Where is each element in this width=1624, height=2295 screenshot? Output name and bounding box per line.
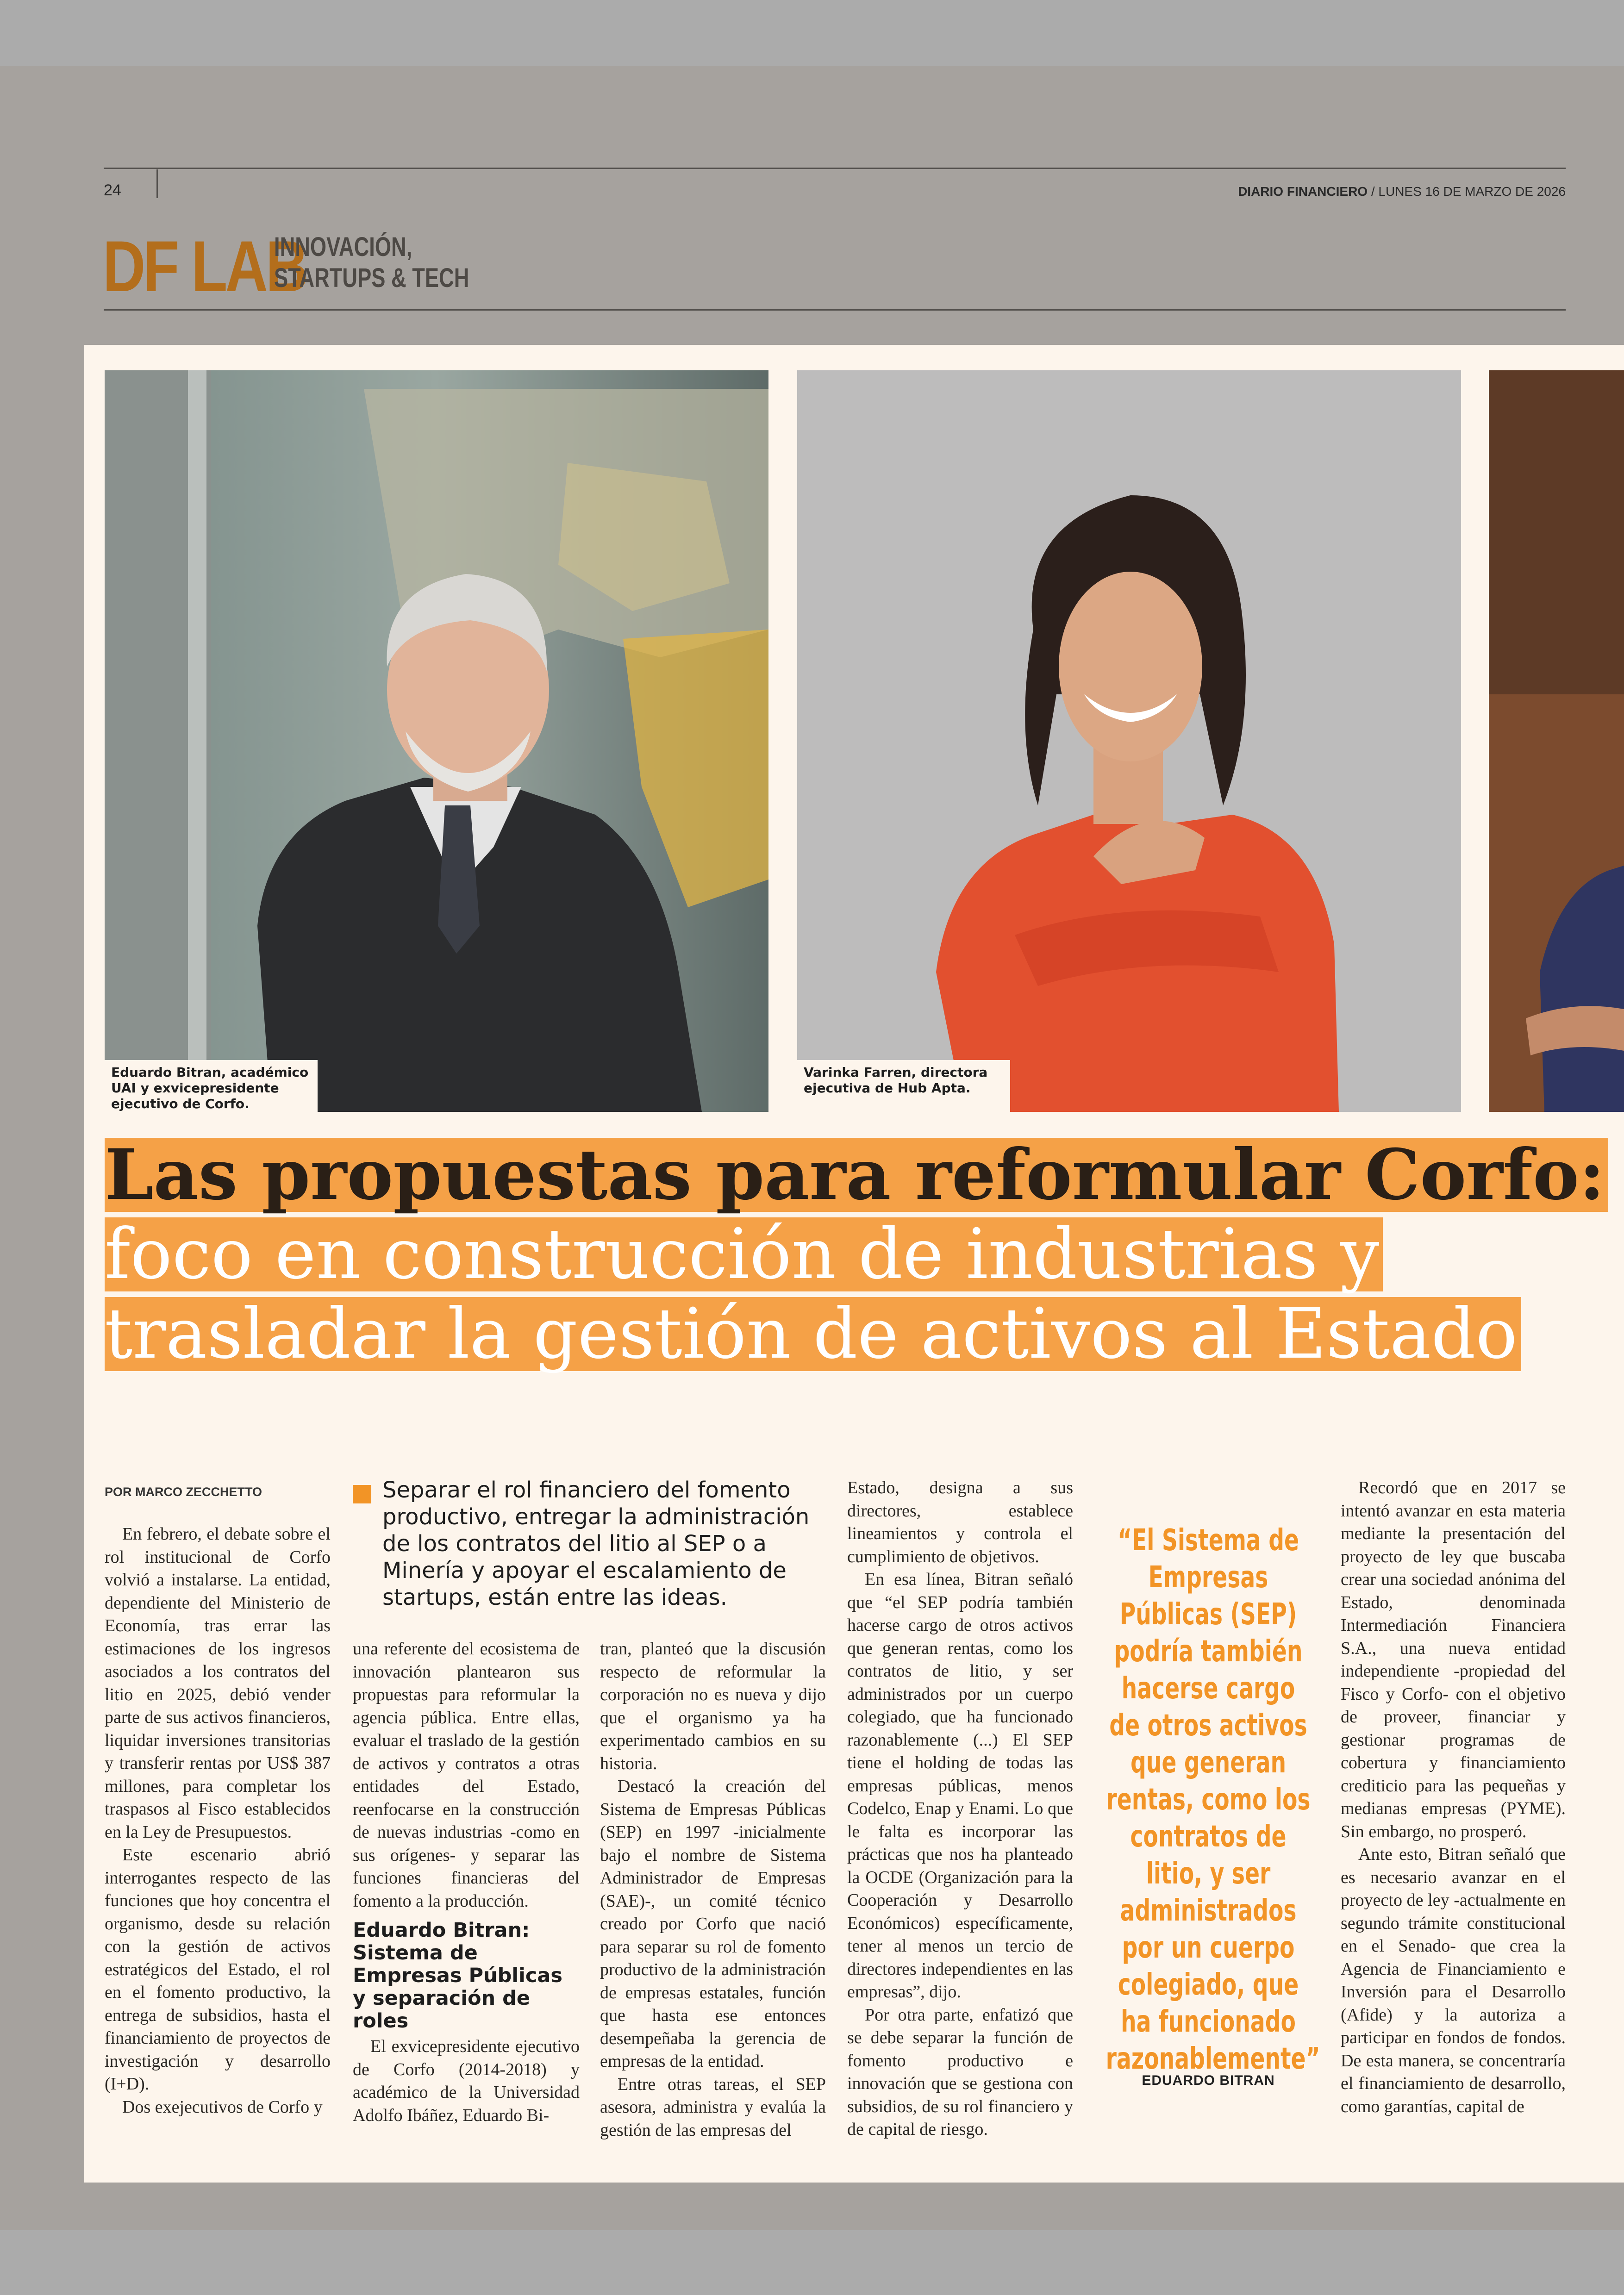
paragraph: Dos exejecutivos de Corfo y [122,2097,323,2117]
photo-third-person [1489,370,1624,1112]
paragraph: Este escenario abrió interrogantes respecto de las funciones que hoy concentra el organismo, desde su relación con la gestión de activos estratégicos del Estado, el rol en el fomento productivo, la entrega de subsidios, hasta el financiamiento de proyectos de investigación y desarrollo (I+D). [105,1845,331,2094]
article-column-4 [847,1477,1073,2141]
paragraph: En febrero, el debate sobre el rol institucional de Corfo volvió a instalarse. La entidad, dependiente del Ministerio de Economía, tras errar las estimaciones de los ingresos asociados a los contratos del litio en 2025, debió vender parte de sus activos financieros, liquidar inversiones transitorias y transferir rentas por US$ 387 millones, para completar los traspasos al Fisco establecidos en la Ley de Presupuestos. [105,1524,331,1842]
paragraph: tran, planteó que la discusión respecto de reformular la corporación no es nueva y dijo que el organismo ya ha experimentado cambios en su historia. [600,1639,826,1773]
headline-line-3: trasladar la gestión de activos al Estado [105,1297,1521,1371]
paragraph: El exvicepresidente ejecutivo de Corfo (2014-2018) y académico de la Universidad Adolfo Ibáñez, Eduardo Bi- [353,2037,580,2125]
masthead [1238,184,1566,199]
photo-caption: Eduardo Bitran, académico UAI y exvicepresidente ejecutivo de Corfo. [105,1060,318,1112]
paragraph: Estado, designa a sus directores, establece lineamientos y controla el cumplimiento de objetivos. [847,1478,1073,1566]
article-column-1 [105,1523,331,2119]
portrait-man-image [105,370,768,1112]
paragraph: Destacó la creación del Sistema de Empresas Públicas (SEP) en 1997 -inicialmente bajo el nombre de Sistema Administrador de Empresas (SAE)-, un comité técnico creado por Corfo que nació para separar su rol de fomento productivo de la administración de empresas estatales, función que hasta ese entonces desempeñaba la gerencia de empresas de la entidad. [600,1777,826,2071]
paragraph: Entre otras tareas, el SEP asesora, administra y evalúa la gestión de las empresas del [600,2074,826,2140]
headline [105,1134,1608,1374]
byline: POR MARCO ZECCHETTO [105,1485,262,1499]
pull-quote: “El Sistema de Empresas Públicas (SEP) podría también hacerse cargo de otros activos que generan rentas, como los contratos de litio, y ser administrados por un cuerpo colegiado, que ha funcionado razonablemente” [1106,1523,1320,2076]
article-dek: Separar el rol financiero del fomento productivo, entregar la administración de los contratos del litio al SEP o a Minería y apoyar el escalamiento de startups, están entre las ideas. [382,1477,810,1610]
paragraph: una referente del ecosistema de innovación plantearon sus propuestas para reformular la agencia pública. Entre ellas, evaluar el traslado de la gestión de activos y contratos a otras entidades del Estado, reenfocarse en la construcción de nuevas industrias -como en sus orígenes- y separar las funciones financieras del fomento a la producción. [353,1639,580,1911]
article-column-2 [353,1638,580,2127]
portrait-woman-image [797,370,1461,1112]
article-column-3 [600,1638,826,2142]
page-number: 24 [104,181,121,199]
header-divider [156,169,158,198]
photo-varinka-farren [797,370,1461,1112]
article-column-6 [1341,1477,1566,2118]
section-subheading: Eduardo Bitran: Sistema de Empresas Públicas y separación de roles [353,1919,562,2033]
publication-name: DIARIO FINANCIERO [1238,184,1368,199]
portrait-partial-image [1489,370,1624,1112]
dek-bullet-square [353,1485,371,1503]
paragraph: Recordó que en 2017 se intentó avanzar en esta materia mediante la presentación del proyecto de ley que buscaba crear una sociedad anónima del Estado, denominada Intermediación Financiera S.A., una nueva entidad independiente -propiedad del Fisco y Corfo- con el objetivo de proveer, financiar y gestionar programas de cobertura y financiamiento crediticio para las pequeñas y medianas empresas (PYME). Sin embargo, no prosperó. [1341,1478,1566,1841]
issue-date: / LUNES 16 DE MARZO DE 2026 [1371,184,1566,199]
headline-line-1: Las propuestas para reformular Corfo: [105,1138,1608,1212]
paragraph: Ante esto, Bitran señaló que es necesario avanzar en el proyecto de ley -actualmente en segundo trámite constitucional en el Senado- que crea la Agencia de Financiamiento e Inversión para el Desarrollo (Afide) y la autoriza a participar en fondos de fondos. De esta manera, se concentraría el financiamiento de desarrollo, como garantías, capital de [1341,1845,1566,2116]
section-tagline-2: STARTUPS & TECH [274,263,469,293]
photo-eduardo-bitran [105,370,768,1112]
section-logo: DF LAB [103,226,306,307]
header-bottom-rule [104,309,1566,311]
headline-line-2: foco en construcción de industrias y [105,1217,1383,1291]
section-tagline-1: INNOVACIÓN, [274,232,412,262]
photo-caption: Varinka Farren, directora ejecutiva de Hub Apta. [797,1060,1010,1112]
paragraph: En esa línea, Bitran señaló que “el SEP podría también hacerse cargo de otros activos que generan rentas, como los contratos de litio, y ser administrados por un cuerpo colegiado, que ha funcionado razonablemente (...) El SEP tiene el holding de todas las empresas públicas, menos Codelco, Enap y Enami. Lo que le falta es incorporar las prácticas que nos ha planteado la OCDE (Organización para la Cooperación y Desarrollo Económicos) específicamente, tener al menos un tercio de directores independientes en las empresas”, dijo. [847,1570,1073,2002]
paragraph: Por otra parte, enfatizó que se debe separar la función de fomento productivo e innovación que se gestiona con subsidios, de su rol financiero y de capital de riesgo. [847,2005,1073,2139]
header-top-rule [104,168,1566,169]
pull-quote-attribution: EDUARDO BITRAN [1142,2073,1275,2088]
